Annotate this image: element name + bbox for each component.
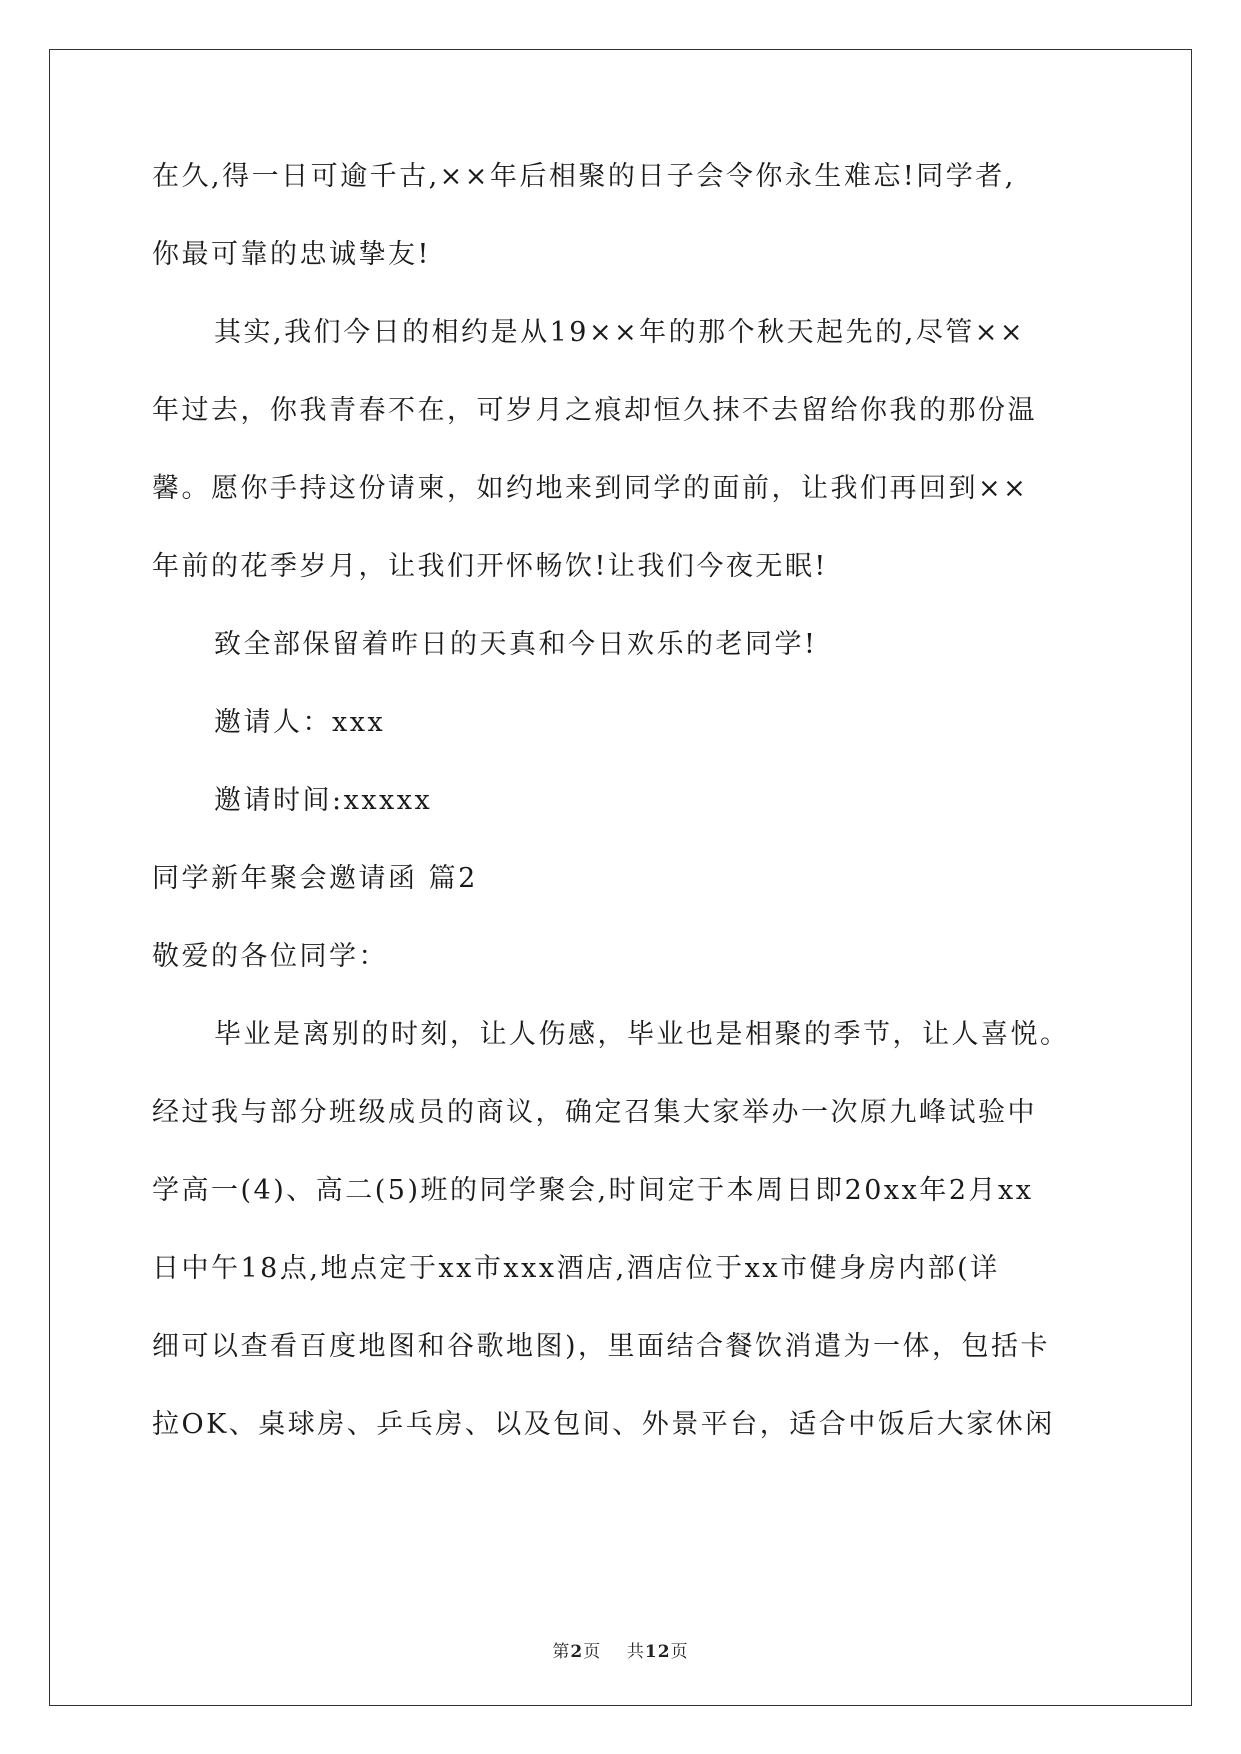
total-prefix: 共 [626, 1642, 645, 1662]
text-line: 学高一(4)、高二(5)班的同学聚会,时间定于本周日即20xx年2月xx [152, 1175, 1034, 1206]
text-line: 馨。愿你手持这份请柬，如约地来到同学的面前，让我们再回到×× [152, 473, 1029, 504]
text-line: 邀请时间:xxxxx [214, 785, 433, 816]
page-footer [0, 1637, 1241, 1662]
text-line: 毕业是离别的时刻，让人伤感，毕业也是相聚的季节，让人喜悦。 [214, 1019, 1070, 1050]
text-line: 其实,我们今日的相约是从19××年的那个秋天起先的,尽管×× [214, 317, 1026, 348]
text-line: 年过去，你我青春不在，可岁月之痕却恒久抹不去留给你我的那份温 [152, 395, 1037, 426]
page-number: 2 [570, 1642, 584, 1662]
text-line: 细可以查看百度地图和谷歌地图)，里面结合餐饮消遣为一体，包括卡 [152, 1331, 1051, 1362]
page-suffix: 页 [583, 1642, 602, 1662]
text-line: 年前的花季岁月，让我们开怀畅饮!让我们今夜无眠! [152, 551, 828, 582]
text-line: 经过我与部分班级成员的商议，确定召集大家举办一次原九峰试验中 [152, 1097, 1037, 1128]
text-line: 在久,得一日可逾千古,××年后相聚的日子会令你永生难忘!同学者, [152, 161, 1016, 192]
document-body [152, 160, 1092, 1486]
text-line: 敬爱的各位同学： [152, 941, 388, 972]
total-pages: 12 [644, 1642, 671, 1662]
page-prefix: 第 [552, 1642, 571, 1662]
text-line: 致全部保留着昨日的天真和今日欢乐的老同学! [214, 629, 818, 660]
text-line: 你最可靠的忠诚挚友! [152, 239, 431, 270]
text-line: 日中午18点,地点定于xx市xxx酒店,酒店位于xx市健身房内部(详 [152, 1253, 1000, 1284]
text-line: 邀请人：xxx [214, 707, 386, 738]
text-line: 同学新年聚会邀请函 篇2 [152, 863, 478, 894]
text-line: 拉OK、桌球房、乒乓房、以及包间、外景平台，适合中饭后大家休闲 [152, 1409, 1055, 1440]
total-suffix: 页 [670, 1642, 689, 1662]
